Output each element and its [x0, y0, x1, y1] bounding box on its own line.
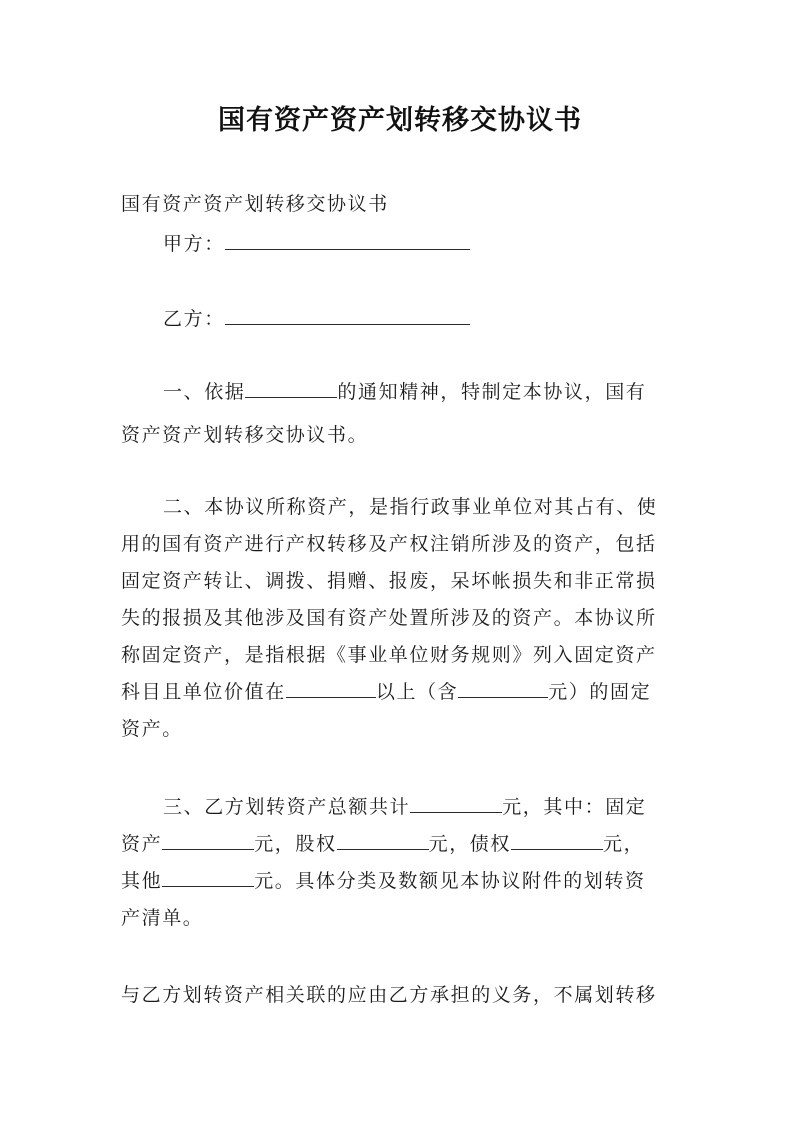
section3-l3-text-b: 元。具体分类及数额见本协议附件的划转资 [254, 870, 646, 892]
other-assets-blank [162, 869, 254, 887]
document-title: 国有资产资产划转移交协议书 [218, 105, 582, 136]
section3-line3 [121, 869, 646, 893]
section1-text-a: 一、依据 [163, 381, 246, 403]
section2-line5: 称固定资产，是指根据《事业单位财务规则》列入固定资产 [121, 644, 657, 666]
section2-l6-text-a: 科目且单位价值在 [121, 681, 286, 703]
section4-line1: 与乙方划转资产相关联的应由乙方承担的义务，不属划转移 [121, 984, 657, 1006]
section2-line3: 固定资产转让、调拨、捐赠、报废，呆坏帐损失和非正常损 [121, 570, 657, 592]
section3-line2 [121, 832, 644, 856]
unit-value-inclusive-blank [458, 680, 548, 698]
notice-name-blank [245, 380, 337, 398]
document-subtitle: 国有资产资产划转移交协议书 [121, 193, 389, 215]
section2-line1: 二、本协议所称资产，是指行政事业单位对其占有、使 [163, 496, 658, 518]
section3-l1-text-a: 三、乙方划转资产总额共计 [163, 796, 411, 818]
party-a-line [163, 232, 470, 256]
section3-l2-text-c: 元，债权 [428, 833, 512, 855]
party-a-label: 甲方： [163, 233, 225, 255]
section2-line6 [121, 680, 651, 704]
section3-line4: 产清单。 [121, 907, 204, 929]
debt-blank [511, 832, 603, 850]
section1-line2: 资产资产划转移交协议书。 [121, 424, 369, 446]
party-a-blank [225, 232, 470, 250]
section2-l6-text-c: 元）的固定 [548, 681, 652, 703]
fixed-assets-blank [162, 832, 254, 850]
unit-value-blank [286, 680, 376, 698]
equity-blank [337, 832, 429, 850]
section3-l3-text-a: 其他 [121, 870, 163, 892]
section3-l2-text-d: 元， [603, 833, 645, 855]
section1-text-b: 的通知精神，特制定本协议，国有 [337, 381, 647, 403]
section3-line1 [163, 795, 646, 819]
party-b-label: 乙方： [163, 308, 225, 330]
section3-l2-text-a: 资产 [121, 833, 163, 855]
party-b-blank [225, 307, 470, 325]
party-b-line [163, 307, 470, 331]
section2-line4: 失的报损及其他涉及国有资产处置所涉及的资产。本协议所 [121, 607, 657, 629]
section2-l6-text-b: 以上（含 [375, 681, 459, 703]
total-amount-blank [410, 795, 502, 813]
section2-line7: 资产。 [121, 718, 183, 740]
section3-l2-text-b: 元，股权 [254, 833, 337, 855]
section2-line2: 用的国有资产进行产权转移及产权注销所涉及的资产，包括 [121, 533, 657, 555]
section1-line1 [163, 380, 646, 404]
section3-l1-text-b: 元，其中：固定 [502, 796, 647, 818]
